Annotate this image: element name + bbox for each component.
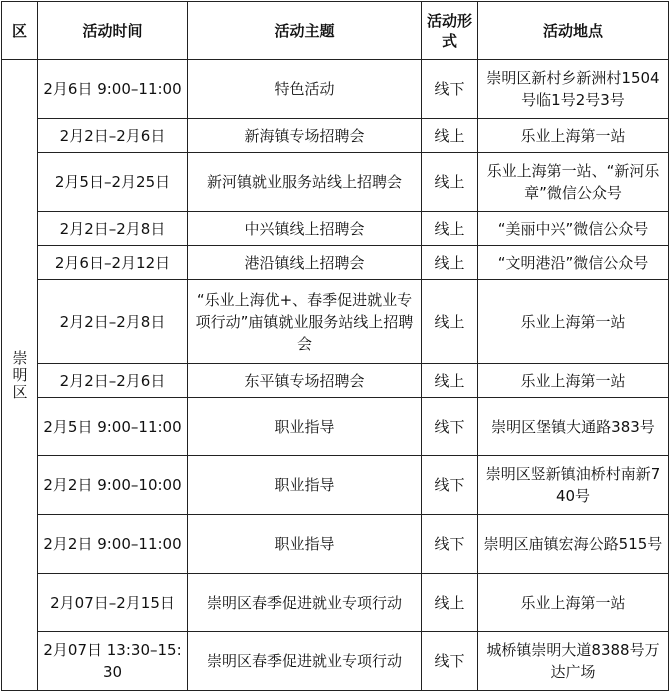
location-cell: 乐业上海第一站 — [478, 280, 669, 364]
table-row — [2, 60, 669, 119]
format-cell: 线上 — [422, 119, 478, 153]
time-cell: 2月2日–2月8日 — [38, 212, 188, 246]
theme-cell: “乐业上海优+、春季促进就业专项行动”庙镇就业服务站线上招聘会 — [188, 280, 422, 364]
location-cell: 城桥镇崇明大道8388号万达广场 — [478, 632, 669, 691]
location-cell: “文明港沿”微信公众号 — [478, 246, 669, 280]
district-cell: 崇明区 — [2, 60, 38, 691]
time-cell: 2月07日 13:30–15:30 — [38, 632, 188, 691]
table-row — [2, 456, 669, 515]
location-cell: 崇明区庙镇宏海公路515号 — [478, 515, 669, 574]
theme-cell: 职业指导 — [188, 515, 422, 574]
theme-cell: 新河镇就业服务站线上招聘会 — [188, 153, 422, 212]
time-cell: 2月2日 9:00–11:00 — [38, 515, 188, 574]
time-cell: 2月5日–2月25日 — [38, 153, 188, 212]
time-cell: 2月6日 9:00–11:00 — [38, 60, 188, 119]
table-row — [2, 632, 669, 691]
table-row — [2, 574, 669, 632]
table-row — [2, 398, 669, 456]
header-theme: 活动主题 — [188, 2, 422, 60]
time-cell: 2月2日–2月6日 — [38, 364, 188, 398]
theme-cell: 特色活动 — [188, 60, 422, 119]
header-district: 区 — [2, 2, 38, 60]
format-cell: 线上 — [422, 212, 478, 246]
header-location: 活动地点 — [478, 2, 669, 60]
time-cell: 2月6日–2月12日 — [38, 246, 188, 280]
location-cell: 乐业上海第一站 — [478, 364, 669, 398]
format-cell: 线上 — [422, 153, 478, 212]
header-format: 活动形式 — [422, 2, 478, 60]
time-cell: 2月2日–2月6日 — [38, 119, 188, 153]
time-cell: 2月07日–2月15日 — [38, 574, 188, 632]
theme-cell: 新海镇专场招聘会 — [188, 119, 422, 153]
location-cell: 崇明区竖新镇油桥村南新740号 — [478, 456, 669, 515]
theme-cell: 港沿镇线上招聘会 — [188, 246, 422, 280]
theme-cell: 中兴镇线上招聘会 — [188, 212, 422, 246]
theme-cell: 崇明区春季促进就业专项行动 — [188, 632, 422, 691]
theme-cell: 东平镇专场招聘会 — [188, 364, 422, 398]
table-row — [2, 364, 669, 398]
theme-cell: 崇明区春季促进就业专项行动 — [188, 574, 422, 632]
table-row — [2, 153, 669, 212]
theme-cell: 职业指导 — [188, 398, 422, 456]
location-cell: 乐业上海第一站 — [478, 119, 669, 153]
format-cell: 线上 — [422, 246, 478, 280]
format-cell: 线上 — [422, 574, 478, 632]
location-cell: 崇明区堡镇大通路383号 — [478, 398, 669, 456]
table-row — [2, 119, 669, 153]
format-cell: 线下 — [422, 515, 478, 574]
format-cell: 线上 — [422, 280, 478, 364]
header-time: 活动时间 — [38, 2, 188, 60]
format-cell: 线下 — [422, 456, 478, 515]
theme-cell: 职业指导 — [188, 456, 422, 515]
format-cell: 线上 — [422, 364, 478, 398]
table-row — [2, 246, 669, 280]
time-cell: 2月2日–2月8日 — [38, 280, 188, 364]
location-cell: 乐业上海第一站 — [478, 574, 669, 632]
activity-table — [1, 1, 669, 691]
time-cell: 2月2日 9:00–10:00 — [38, 456, 188, 515]
table-row — [2, 212, 669, 246]
time-cell: 2月5日 9:00–11:00 — [38, 398, 188, 456]
format-cell: 线下 — [422, 398, 478, 456]
header-row — [2, 2, 669, 60]
location-cell: “美丽中兴”微信公众号 — [478, 212, 669, 246]
location-cell: 乐业上海第一站、“新河乐章”微信公众号 — [478, 153, 669, 212]
location-cell: 崇明区新村乡新洲村1504号临1号2号3号 — [478, 60, 669, 119]
table-row — [2, 280, 669, 364]
format-cell: 线下 — [422, 60, 478, 119]
table-row — [2, 515, 669, 574]
format-cell: 线下 — [422, 632, 478, 691]
